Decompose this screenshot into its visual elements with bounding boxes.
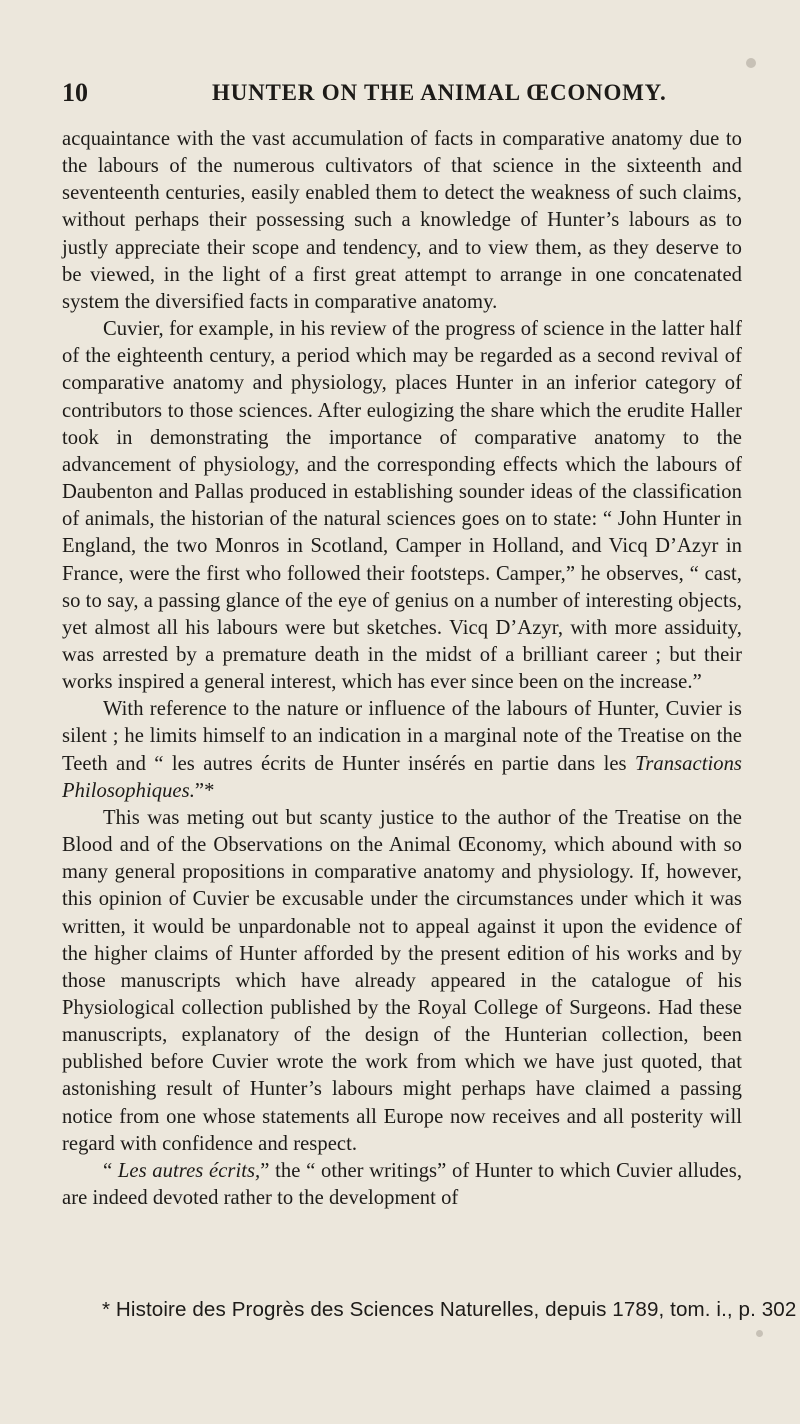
paragraph-5-end: ” the “ other writings” of Hunter to which Cuvier alludes, are indeed devoted rather to the development of <box>62 1159 743 1210</box>
running-head <box>62 78 742 108</box>
paragraph-3-start: With reference to the nature or influence of the labours of Hunter, Cuvier is silent ; he limits himself to an indication in a marginal note of the Treatise on the Teeth and “ les autres écrits de Hunter insérés en partie dans les <box>62 698 742 775</box>
paragraph-4: This was meting out but scanty justice to the author of the Treatise on the Blood and of the Observations on the Animal Œconomy, which abound with so many general propositions in comparative anatomy and physiology. If, however, this opinion of Cuvier be excusable under the circumstances under which it was written, it would be unpardonable not to appeal against it upon the evidence of the higher claims of Hunter afforded by the present edition of his works and by those manuscripts which have already appeared in the catalogue of his Physiological collection published by the Royal College of Surgeons. Had these manuscripts, explanatory of the design of the Hunterian collection, been published before Cuvier wrote the work from which we have just quoted, that astonishing result of Hunter’s labours might perhaps have claimed a passing notice from one whose statements all Europe now receives and all posterity will regard with confidence and respect. <box>62 806 742 1155</box>
footnote: * Histoire des Progrès des Sciences Naturelles, depuis 1789, tom. i., p. 302 <box>102 1298 797 1321</box>
running-title: HUNTER ON THE ANIMAL ŒCONOMY. <box>212 80 667 105</box>
paragraph-1: acquaintance with the vast accumulation of facts in comparative anatomy due to the labours of the numerous cultivators of that science in the sixteenth and seventeenth centuries, easily enabled them to detect the weakness of such claims, without perhaps their possessing such a knowledge of Hunter’s labours as to justly appreciate their scope and tendency, and to view them, as they deserve to be viewed, in the light of a first great attempt to arrange in one concatenated system the diversified facts in comparative anatomy. <box>62 128 742 313</box>
paragraph-3-italic: Transactions Philosophiques. <box>62 752 742 802</box>
page-number: 10 <box>62 78 88 107</box>
main-text <box>62 126 742 1212</box>
paragraph-5-italic: Les autres écrits, <box>117 1159 261 1182</box>
paper-smudge <box>746 58 756 68</box>
paper-smudge <box>756 1330 763 1337</box>
paragraph-5-start: “ <box>103 1159 118 1182</box>
paragraph-3 <box>62 696 742 805</box>
paragraph-5 <box>62 1158 742 1212</box>
paragraph-2: Cuvier, for example, in his review of the progress of science in the latter half of the eighteenth century, a period which may be regarded as a second revival of comparative anatomy and physiology, places Hunter in an inferior category of contributors to those sciences. After eulogizing the share which the erudite Haller took in demonstrating the importance of comparative anatomy to the advancement of physiology, and the corresponding effects which the labours of Daubenton and Pallas produced in establishing sounder ideas of the classification of animals, the historian of the natural sciences goes on to state: “ John Hunter in England, the two Monros in Scotland, Camper in Holland, and Vicq D’Azyr in France, were the first who followed their footsteps. Camper,” he observes, “ cast, so to say, a passing glance of the eye of genius on a number of interesting objects, yet almost all his labours were but sketches. Vicq D’Azyr, with more assiduity, was arrested by a premature death in the midst of a brilliant career ; but their works inspired a general interest, which has ever since been on the increase.” <box>62 318 742 694</box>
paragraph-3-end: ”* <box>194 779 215 802</box>
